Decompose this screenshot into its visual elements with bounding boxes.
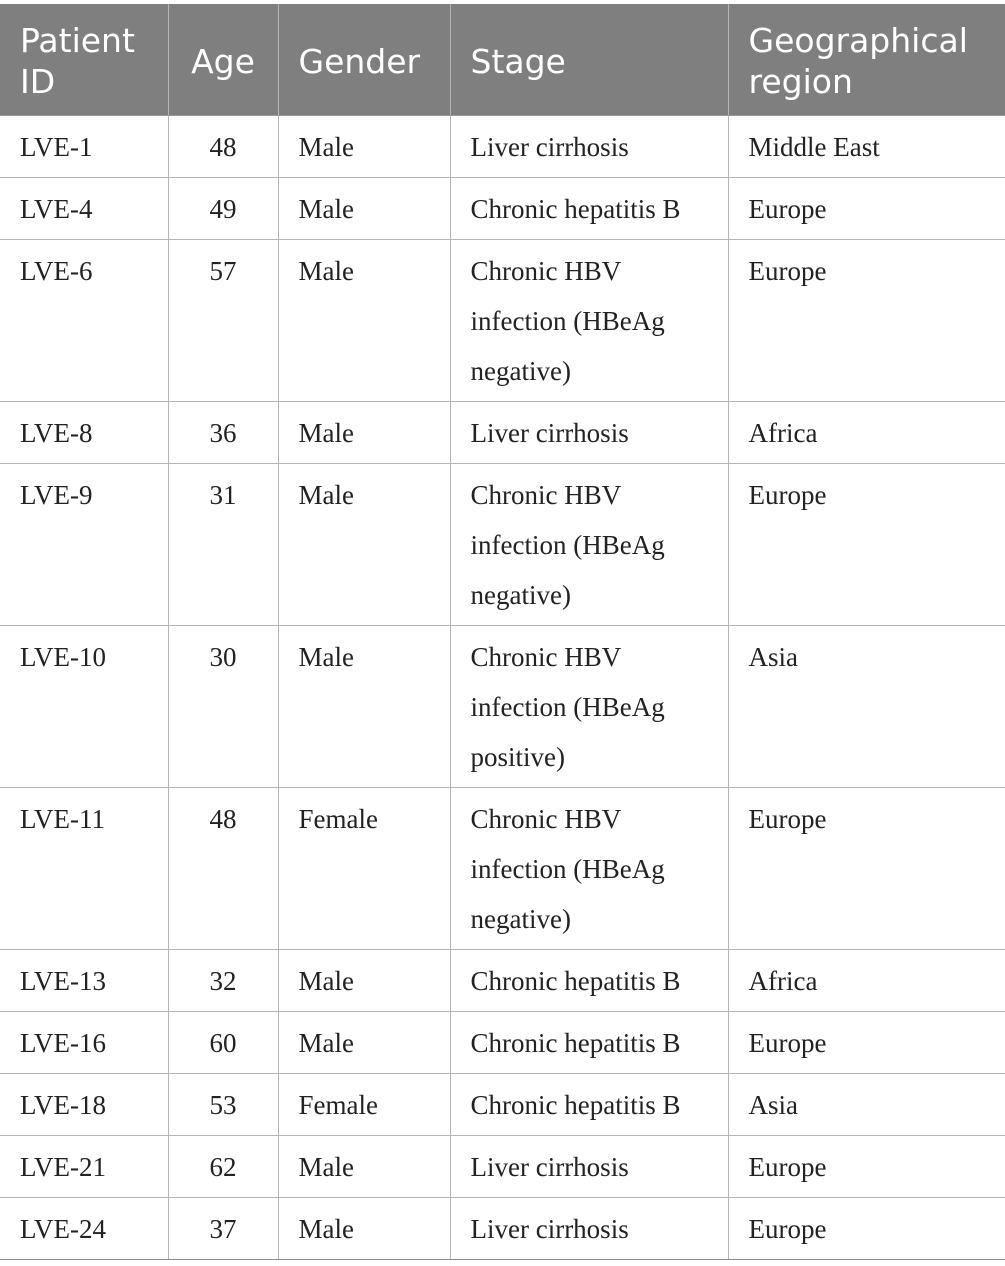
header-gender: Gender xyxy=(278,4,450,116)
table-row xyxy=(0,950,1005,1012)
cell-patient-id: LVE-4 xyxy=(0,178,168,240)
cell-age: 48 xyxy=(168,788,278,950)
cell-patient-id: LVE-10 xyxy=(0,626,168,788)
cell-stage: Liver cirrhosis xyxy=(450,402,728,464)
cell-stage: Chronic hepatitis B xyxy=(450,178,728,240)
cell-age: 62 xyxy=(168,1136,278,1198)
cell-age: 32 xyxy=(168,950,278,1012)
table-row xyxy=(0,240,1005,402)
cell-age: 31 xyxy=(168,464,278,626)
cell-gender: Male xyxy=(278,626,450,788)
cell-age: 49 xyxy=(168,178,278,240)
cell-gender: Female xyxy=(278,788,450,950)
cell-patient-id: LVE-21 xyxy=(0,1136,168,1198)
table-row xyxy=(0,116,1005,178)
table-body xyxy=(0,116,1005,1260)
cell-stage: Chronic HBV infection (HBeAg negative) xyxy=(450,788,728,950)
cell-region: Asia xyxy=(728,1074,1005,1136)
cell-region: Asia xyxy=(728,626,1005,788)
cell-stage: Chronic HBV infection (HBeAg positive) xyxy=(450,626,728,788)
cell-age: 48 xyxy=(168,116,278,178)
cell-region: Europe xyxy=(728,464,1005,626)
header-age: Age xyxy=(168,4,278,116)
cell-stage: Chronic hepatitis B xyxy=(450,1012,728,1074)
cell-stage: Liver cirrhosis xyxy=(450,1198,728,1260)
table-row xyxy=(0,788,1005,950)
cell-region: Europe xyxy=(728,1198,1005,1260)
table-row xyxy=(0,464,1005,626)
cell-patient-id: LVE-24 xyxy=(0,1198,168,1260)
cell-age: 36 xyxy=(168,402,278,464)
cell-gender: Female xyxy=(278,1074,450,1136)
cell-patient-id: LVE-6 xyxy=(0,240,168,402)
table-row xyxy=(0,178,1005,240)
table-header-row xyxy=(0,4,1005,116)
cell-gender: Male xyxy=(278,402,450,464)
cell-region: Europe xyxy=(728,240,1005,402)
cell-patient-id: LVE-8 xyxy=(0,402,168,464)
cell-patient-id: LVE-13 xyxy=(0,950,168,1012)
table-row xyxy=(0,626,1005,788)
cell-gender: Male xyxy=(278,116,450,178)
cell-gender: Male xyxy=(278,1136,450,1198)
cell-stage: Liver cirrhosis xyxy=(450,116,728,178)
cell-region: Africa xyxy=(728,950,1005,1012)
cell-stage: Chronic HBV infection (HBeAg negative) xyxy=(450,464,728,626)
cell-region: Europe xyxy=(728,1012,1005,1074)
cell-age: 60 xyxy=(168,1012,278,1074)
cell-region: Europe xyxy=(728,178,1005,240)
header-region: Geographical region xyxy=(728,4,1005,116)
cell-gender: Male xyxy=(278,1012,450,1074)
header-patient-id: Patient ID xyxy=(0,4,168,116)
cell-gender: Male xyxy=(278,950,450,1012)
cell-patient-id: LVE-1 xyxy=(0,116,168,178)
header-stage: Stage xyxy=(450,4,728,116)
cell-patient-id: LVE-9 xyxy=(0,464,168,626)
cell-stage: Chronic hepatitis B xyxy=(450,950,728,1012)
cell-patient-id: LVE-16 xyxy=(0,1012,168,1074)
table-row xyxy=(0,1198,1005,1260)
patient-table xyxy=(0,4,1005,1260)
cell-gender: Male xyxy=(278,1198,450,1260)
table-row xyxy=(0,402,1005,464)
cell-stage: Liver cirrhosis xyxy=(450,1136,728,1198)
table-row xyxy=(0,1012,1005,1074)
cell-region: Africa xyxy=(728,402,1005,464)
cell-age: 53 xyxy=(168,1074,278,1136)
cell-gender: Male xyxy=(278,464,450,626)
cell-age: 57 xyxy=(168,240,278,402)
cell-patient-id: LVE-11 xyxy=(0,788,168,950)
cell-stage: Chronic HBV infection (HBeAg negative) xyxy=(450,240,728,402)
cell-age: 30 xyxy=(168,626,278,788)
cell-region: Middle East xyxy=(728,116,1005,178)
cell-gender: Male xyxy=(278,240,450,402)
cell-region: Europe xyxy=(728,1136,1005,1198)
cell-gender: Male xyxy=(278,178,450,240)
cell-age: 37 xyxy=(168,1198,278,1260)
table-row xyxy=(0,1074,1005,1136)
cell-patient-id: LVE-18 xyxy=(0,1074,168,1136)
cell-stage: Chronic hepatitis B xyxy=(450,1074,728,1136)
cell-region: Europe xyxy=(728,788,1005,950)
table-row xyxy=(0,1136,1005,1198)
